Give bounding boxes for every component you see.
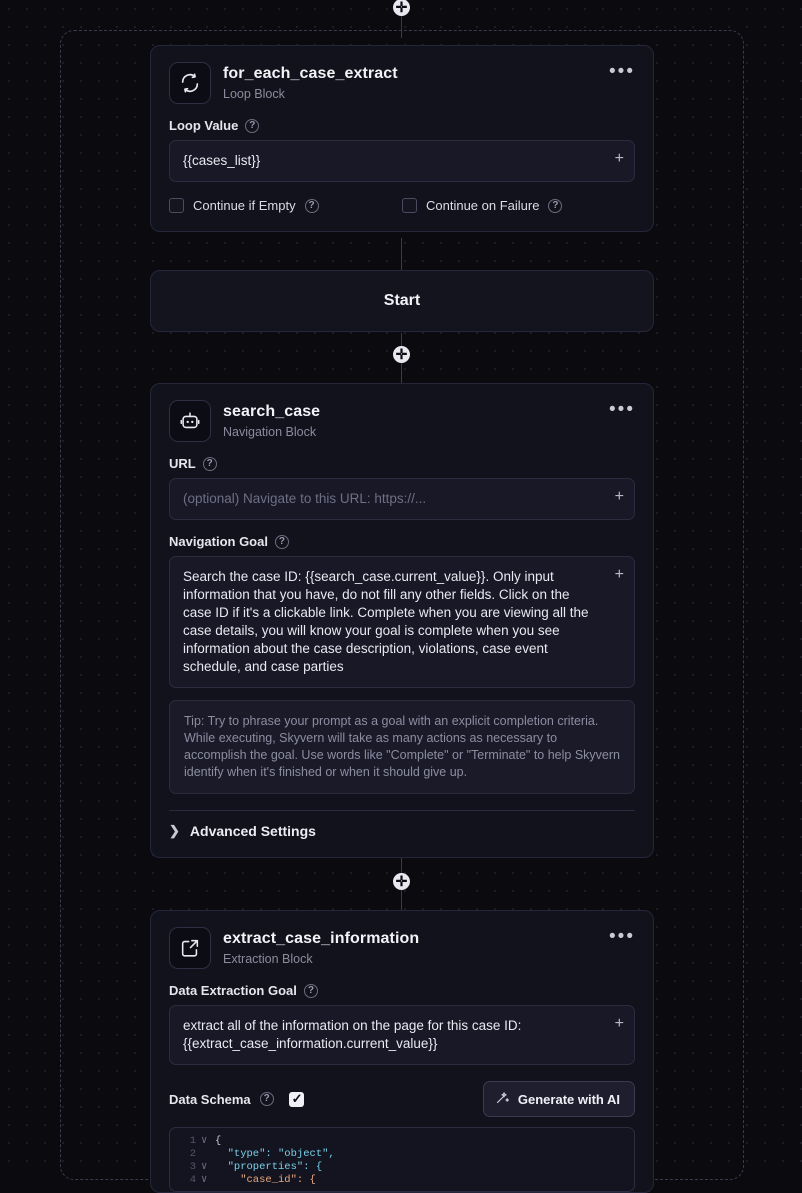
navigation-block-header bbox=[169, 400, 635, 442]
code-fold-icon[interactable] bbox=[201, 1148, 211, 1161]
navigation-block[interactable] bbox=[150, 383, 654, 858]
loop-value-label-row bbox=[169, 118, 635, 133]
continue-if-empty-row[interactable] bbox=[169, 198, 402, 213]
navigation-block-titles bbox=[223, 400, 320, 439]
code-line bbox=[176, 1135, 624, 1148]
add-node-before-navigation[interactable]: ✛ bbox=[393, 346, 410, 363]
loop-icon bbox=[169, 62, 211, 104]
loop-value-input[interactable] bbox=[169, 140, 635, 182]
loop-block-titles bbox=[223, 62, 398, 101]
navigation-goal-label: Navigation Goal bbox=[169, 534, 268, 549]
continue-on-failure-checkbox[interactable] bbox=[402, 198, 417, 213]
extract-icon bbox=[169, 927, 211, 969]
help-icon[interactable]: ? bbox=[260, 1092, 274, 1106]
data-extraction-goal-label-row bbox=[169, 983, 635, 998]
robot-icon bbox=[169, 400, 211, 442]
connector-line-loop-start bbox=[401, 238, 402, 270]
code-line bbox=[176, 1161, 624, 1174]
url-label: URL bbox=[169, 456, 196, 471]
extraction-block-header bbox=[169, 927, 635, 969]
navigation-goal-label-row bbox=[169, 534, 635, 549]
code-fold-icon[interactable]: ∨ bbox=[201, 1174, 208, 1186]
continue-on-failure-row[interactable] bbox=[402, 198, 635, 213]
code-line-number: 1 bbox=[189, 1135, 196, 1147]
add-parameter-icon[interactable]: + bbox=[614, 150, 624, 167]
code-line-text: "type": "object", bbox=[215, 1148, 335, 1160]
code-line-number: 3 bbox=[189, 1161, 196, 1173]
loop-block-header bbox=[169, 62, 635, 104]
code-line-text: { bbox=[215, 1135, 222, 1147]
generate-with-ai-label: Generate with AI bbox=[517, 1091, 620, 1107]
help-icon[interactable]: ? bbox=[245, 119, 259, 133]
generate-with-ai-button[interactable] bbox=[483, 1081, 635, 1117]
data-schema-code-editor[interactable] bbox=[169, 1127, 635, 1192]
add-node-top[interactable]: ✛ bbox=[393, 0, 410, 16]
extraction-block-menu-icon[interactable]: ••• bbox=[609, 926, 635, 947]
continue-if-empty-checkbox[interactable] bbox=[169, 198, 184, 213]
magic-wand-icon bbox=[495, 1090, 510, 1108]
data-schema-left bbox=[169, 1092, 304, 1107]
add-parameter-icon[interactable]: + bbox=[614, 1015, 624, 1032]
navigation-block-title: search_case bbox=[223, 403, 321, 420]
navigation-divider bbox=[169, 810, 635, 811]
loop-value-text: {{cases_list}} bbox=[183, 153, 261, 168]
advanced-settings-label: Advanced Settings bbox=[189, 823, 316, 839]
continue-on-failure-label: Continue on Failure bbox=[426, 198, 540, 213]
navigation-goal-input[interactable] bbox=[169, 556, 635, 688]
navigation-tip: Tip: Try to phrase your prompt as a goal with an explicit completion criteria. While executing, Skyvern will take as many actions as necessary to accomplish the goal. Use words like "Complete" or "Terminate" to help Skyvern identify when it's finished or when it should give up. bbox=[169, 700, 635, 794]
navigation-goal-text: Search the case ID: {{search_case.current_value}}. Only input information that you have, do not fill any other fields. Click on the case ID if it's a clickable link. Complete when you are viewing all the case details, you will know your goal is complete when you see information about the case description, violations, case event schedule, and case parties bbox=[183, 569, 589, 674]
url-input[interactable] bbox=[169, 478, 635, 520]
add-parameter-icon[interactable]: + bbox=[614, 566, 624, 583]
code-fold-icon[interactable]: ∨ bbox=[201, 1135, 208, 1147]
help-icon[interactable]: ? bbox=[203, 457, 217, 471]
code-fold-icon[interactable]: ∨ bbox=[201, 1161, 208, 1173]
navigation-block-subtitle: Navigation Block bbox=[223, 425, 317, 439]
extraction-block-title: extract_case_information bbox=[223, 930, 420, 947]
url-label-row bbox=[169, 456, 635, 471]
code-line-number: 2 bbox=[189, 1148, 196, 1160]
url-placeholder-text: (optional) Navigate to this URL: https://... bbox=[183, 491, 427, 506]
help-icon[interactable]: ? bbox=[548, 199, 562, 213]
chevron-right-icon: ❯ bbox=[169, 823, 180, 838]
add-node-before-extraction[interactable]: ✛ bbox=[393, 873, 410, 890]
add-parameter-icon[interactable]: + bbox=[614, 488, 624, 505]
code-line bbox=[176, 1174, 624, 1187]
start-button[interactable]: Start bbox=[150, 270, 654, 332]
loop-block-title: for_each_case_extract bbox=[223, 65, 398, 82]
help-icon[interactable]: ? bbox=[304, 984, 318, 998]
code-line-number: 4 bbox=[189, 1174, 196, 1186]
data-extraction-goal-label: Data Extraction Goal bbox=[169, 983, 297, 998]
data-extraction-goal-text: extract all of the information on the page for this case ID: {{extract_case_information.current_value}} bbox=[183, 1018, 522, 1051]
loop-block-subtitle: Loop Block bbox=[223, 87, 285, 101]
loop-value-label: Loop Value bbox=[169, 118, 239, 133]
navigation-block-menu-icon[interactable]: ••• bbox=[609, 399, 635, 420]
help-icon[interactable]: ? bbox=[275, 535, 289, 549]
help-icon[interactable]: ? bbox=[305, 199, 319, 213]
loop-options-row bbox=[169, 198, 635, 213]
data-schema-label: Data Schema bbox=[169, 1091, 251, 1107]
extraction-block-subtitle: Extraction Block bbox=[223, 952, 313, 966]
extraction-block-titles bbox=[223, 927, 419, 966]
code-line-text: "properties": { bbox=[215, 1161, 323, 1173]
advanced-settings-toggle[interactable] bbox=[169, 823, 635, 839]
data-schema-row bbox=[169, 1081, 635, 1117]
loop-block[interactable] bbox=[150, 45, 654, 232]
continue-if-empty-label: Continue if Empty bbox=[193, 198, 296, 213]
code-line-text: "case_id": { bbox=[215, 1174, 316, 1186]
data-extraction-goal-input[interactable] bbox=[169, 1005, 635, 1065]
loop-block-menu-icon[interactable]: ••• bbox=[609, 61, 635, 82]
code-line bbox=[176, 1148, 624, 1161]
data-schema-checkbox[interactable] bbox=[289, 1092, 304, 1107]
extraction-block[interactable] bbox=[150, 910, 654, 1193]
